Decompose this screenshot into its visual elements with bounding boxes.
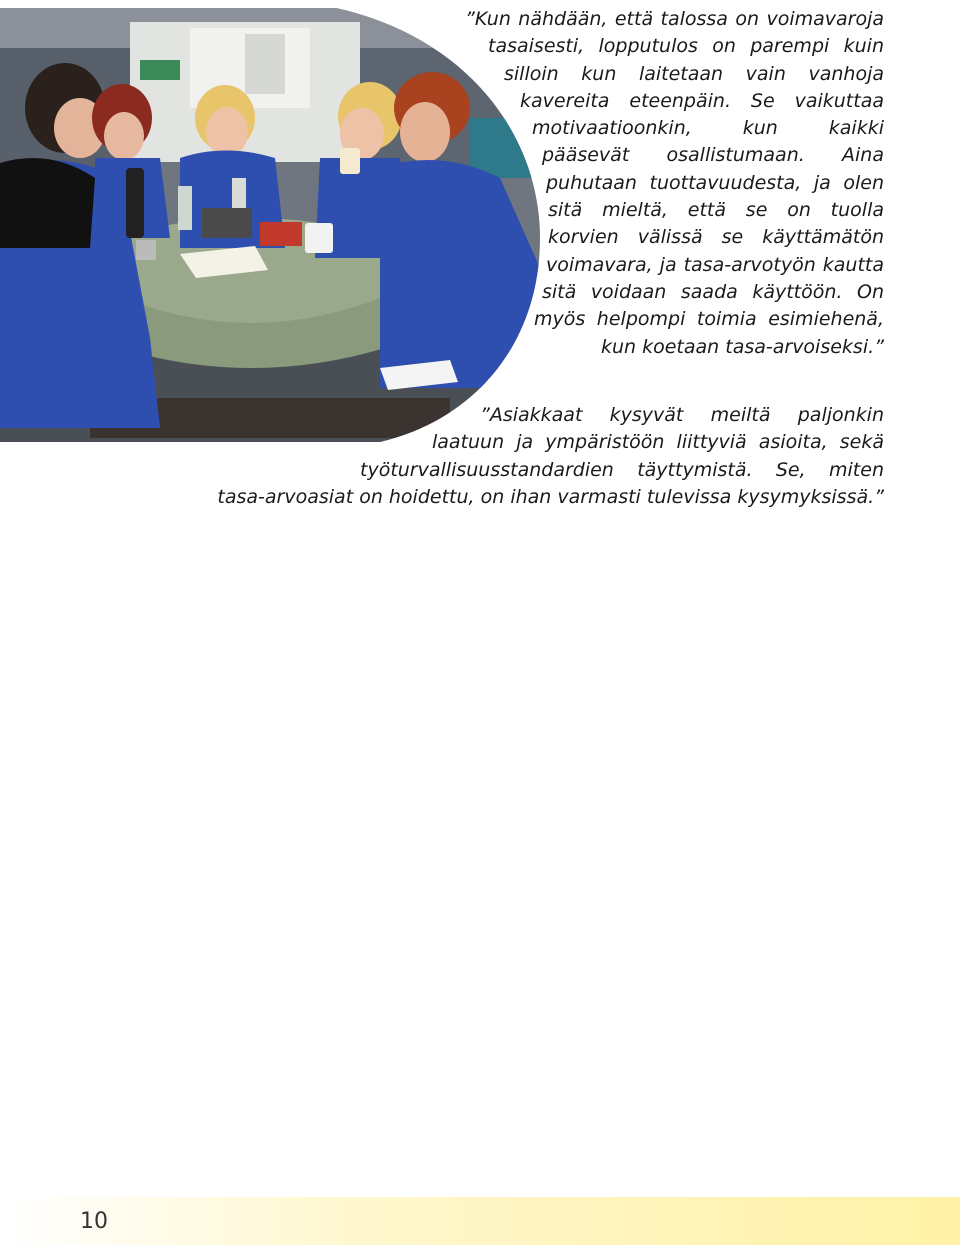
quote-1 [420,6,884,361]
page-number: 10 [80,1209,108,1234]
quote-1-text: ”Kun nähdään, että talossa on voimavaroja tasaisesti, lopputulos on parempi kuin silloin kun laitetaan vain vanhoja kavereita eteenpäin. Se vaikuttaa motivaatioonkin, kun kaikki pääsevät osallistumaan. Aina puhutaan tuottavuudesta, ja olen sitä mieltä, että se on tuolla korvien välissä se käyttämätön voimavara, ja tasa-arvotyön kautta sitä voidaan saada käyttöön. On myös helpompi toimia esimiehenä, kun koetaan tasa-arvoiseksi.” [465,8,884,358]
quote-2 [60,402,884,511]
footer-band [0,1197,960,1245]
quote-2-text: ”Asiakkaat kysyvät meiltä paljonkin laatuun ja ympäristöön liittyviä asioita, sekä työturvallisuusstandardien täyttymistä. Se, miten tasa-arvoasiat on hoidettu, on ihan varmasti tulevissa kysymyksissä.” [217,404,884,508]
